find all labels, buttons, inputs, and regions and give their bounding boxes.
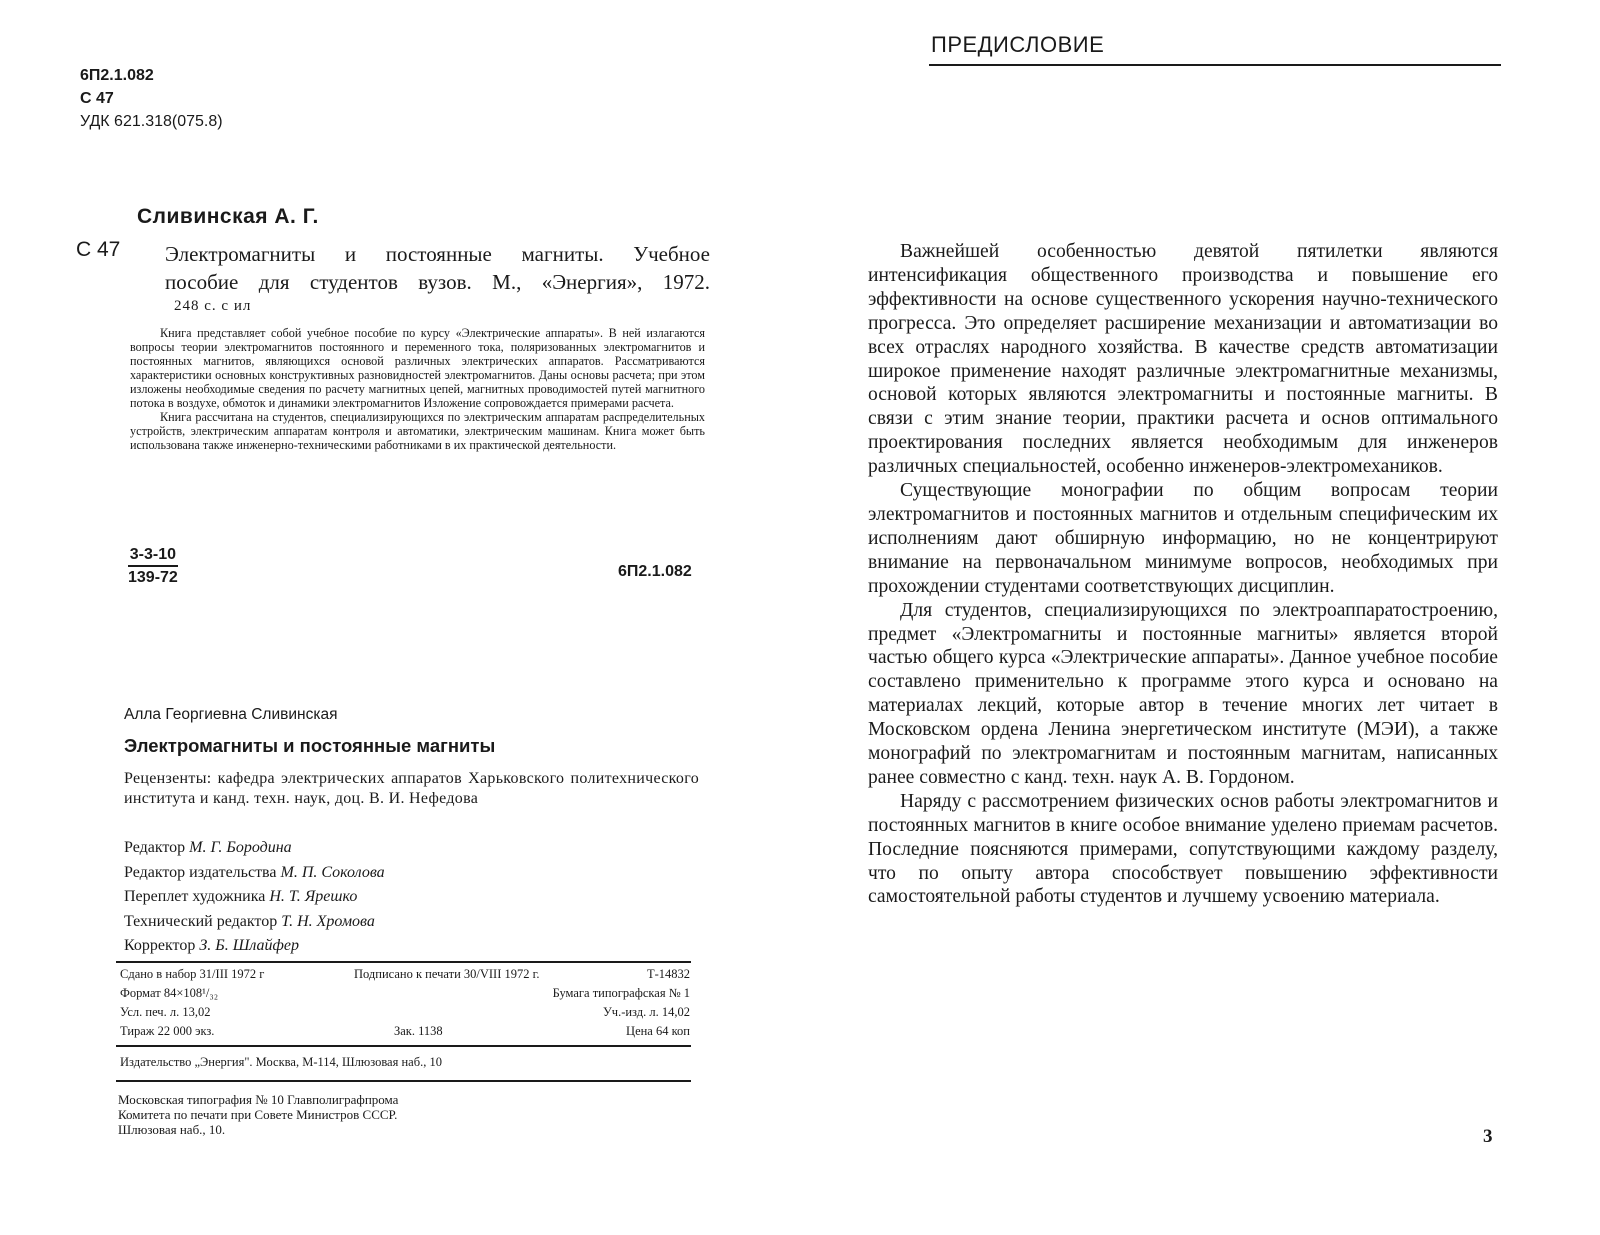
publisher-line: Издательство „Энергия". Москва, М-114, Шлюзовая наб., 10: [120, 1055, 442, 1069]
annotation-paragraph: Книга рассчитана на студентов, специализирующихся по электрическим аппаратам распределительных устройств, электрическим аппаратам контроля и автоматики, электрическим машинам. Книга может быть использована также инженерно-техническими работниками в их практической деятельности.: [130, 410, 705, 452]
imprint-top-rule: [116, 961, 691, 963]
classification-codes: [80, 64, 223, 133]
printer-block: [118, 1092, 398, 1137]
publisher-sheets: Уч.-изд. л. 14,02: [602, 1005, 690, 1019]
catalog-title-line: Электромагниты и постоянные магниты. Учебное: [165, 242, 710, 266]
right-page: [800, 0, 1600, 1235]
credit-role: Редактор: [124, 839, 186, 856]
imprint-line: [120, 986, 690, 1005]
preface-paragraph: Важнейшей особенностью девятой пятилетки являются интенсификация общественного производства и повышение его эффективности на основе существенного ускорения научно-технического прогресса. Это определяет расширение механизации и автоматизации во всех отраслях народного хозяйства. В качестве средств автоматизации широкое применение находят различные электромагнитные механизмы, основой которых являются электромагниты и постоянные магниты. В связи с этим знание теории, практики расчета и основ оптимального проектирования последних является необходимым для инженеров различных специальностей, особенно инженеров-электромехаников.: [868, 241, 1498, 478]
imprint-block: [120, 967, 690, 1043]
printed-sheets: Усл. печ. л. 13,02: [120, 1005, 211, 1019]
order-code: Т-14832: [646, 967, 690, 981]
catalog-title: [165, 240, 710, 296]
preface-heading-rule: [929, 64, 1501, 66]
credit-name: М. Г. Бородина: [189, 839, 292, 856]
credit-role: Корректор: [124, 937, 196, 954]
credit-row: [124, 861, 385, 886]
reviewers: Рецензенты: кафедра электрических аппаратов Харьковского политехнического института и канд. техн. наук, доц. В. И. Нефедова: [124, 770, 699, 807]
preface-paragraph: Наряду с рассмотрением физических основ работы электромагнитов и постоянных магнитов в книге особое внимание уделено приемам расчетов. Последние поясняются примерами, сопутствующими каждому разделу, что по опыту автора способствует повышению эффективности самостоятельной работы студентов и лучшему усвоению материала.: [868, 790, 1498, 908]
page-number: 3: [1483, 1126, 1493, 1147]
catalog-annotation: [130, 326, 705, 452]
colophon-title: Электромагниты и постоянные магниты: [124, 735, 496, 756]
annotation-paragraph: Книга представляет собой учебное пособие по курсу «Электрические аппараты». В ней излагаются вопросы теории электромагнитов постоянного и переменного тока, поляризованных электромагнитов и постоянных магнитов, являющихся основой различных электрических аппаратов. Рассматриваются характеристики основных конструктивных разновидностей электромагнитов. Даны основы расчета; при этом изложены необходимые сведения по расчету магнитных цепей, магнитных проводимостей путей магнитного потока в воздухе, обмоток и динамики электромагнитов Изложение сопровождается примерами расчета.: [130, 326, 705, 410]
udk-code: УДК 621.318(075.8): [80, 113, 223, 130]
printer-line: Шлюзовая наб., 10.: [118, 1122, 226, 1137]
preface-paragraph: Для студентов, специализирующихся по электроаппаратостроению, предмет «Электромагниты и постоянные магниты» является второй частью общего курса «Электрические аппараты». Данное учебное пособие составлено применительно к программе этого курса и основано на материалах лекций, которые автор в течение многих лет читает в Московском ордена Ленина энергетическом институте (МЭИ), а также монографий по электромагнитам и постоянным магнитам, написанных ранее совместно с канд. техн. наук А. В. Гордоном.: [868, 599, 1498, 788]
credit-row: [124, 885, 385, 910]
sent-to-set: Сдано в набор 31/III 1972 г: [120, 967, 265, 981]
credit-role: Редактор издательства: [124, 863, 277, 881]
printer-line: Комитета по печати при Совете Министров СССР.: [118, 1107, 398, 1122]
credit-row: [124, 836, 385, 861]
catalog-index-code: 6П2.1.082: [618, 563, 692, 580]
preface-body: [868, 240, 1498, 909]
index-numerator: 3-3-10: [128, 546, 178, 567]
credit-row: [124, 910, 385, 935]
credit-name: Н. Т. Ярешко: [269, 888, 358, 905]
credit-role: Переплет художника: [124, 888, 266, 905]
index-denominator: 139-72: [128, 569, 178, 586]
preface-paragraph: Существующие монографии по общим вопросам теории электромагнитов и постоянных магнитов и отдельным специфическим их исполнениям дают обширную информацию, но не концентрируют внимание на первоначальном минимуме вопросов, необходимых при прохождении студентами соответствующих дисциплин.: [868, 480, 1498, 597]
call-number: С 47: [80, 90, 114, 107]
imprint-line: [120, 1024, 690, 1043]
credit-name: М. П. Соколова: [280, 863, 385, 881]
imprint-line: [120, 1005, 690, 1024]
imprint-bottom-rule: [116, 1080, 691, 1082]
imprint-line: [120, 967, 690, 986]
preface-heading: ПРЕДИСЛОВИЕ: [931, 32, 1105, 57]
price: Цена 64 коп: [626, 1024, 690, 1038]
catalog-call-code: С 47: [76, 238, 121, 261]
paper: Бумага типографская № 1: [552, 986, 690, 1000]
format: Формат 84×108¹/₃₂: [120, 986, 219, 1000]
bbk-code: 6П2.1.082: [80, 67, 154, 84]
catalog-author: Сливинская А. Г.: [137, 205, 319, 228]
print-run: Тираж 22 000 экз.: [120, 1024, 215, 1038]
imprint-middle-rule: [116, 1045, 691, 1047]
order-number: Зак. 1138: [394, 1024, 443, 1038]
signed-to-print: Подписано к печати 30/VIII 1972 г.: [354, 967, 540, 981]
colophon-author: Алла Георгиевна Сливинская: [124, 706, 338, 723]
catalog-title-line: пособие для студентов вузов. М., «Энергия», 1972.: [165, 270, 710, 294]
catalog-index-fraction: [128, 546, 178, 587]
credit-name: Т. Н. Хромова: [281, 912, 375, 930]
credit-name: З. Б. Шлайфер: [199, 937, 300, 954]
credit-row: [124, 934, 385, 959]
printer-line: Московская типография № 10 Главполиграфпрома: [118, 1092, 399, 1107]
credit-role: Технический редактор: [124, 912, 278, 930]
credits-list: [124, 836, 385, 959]
catalog-pages: 248 с. с ил: [174, 298, 252, 314]
